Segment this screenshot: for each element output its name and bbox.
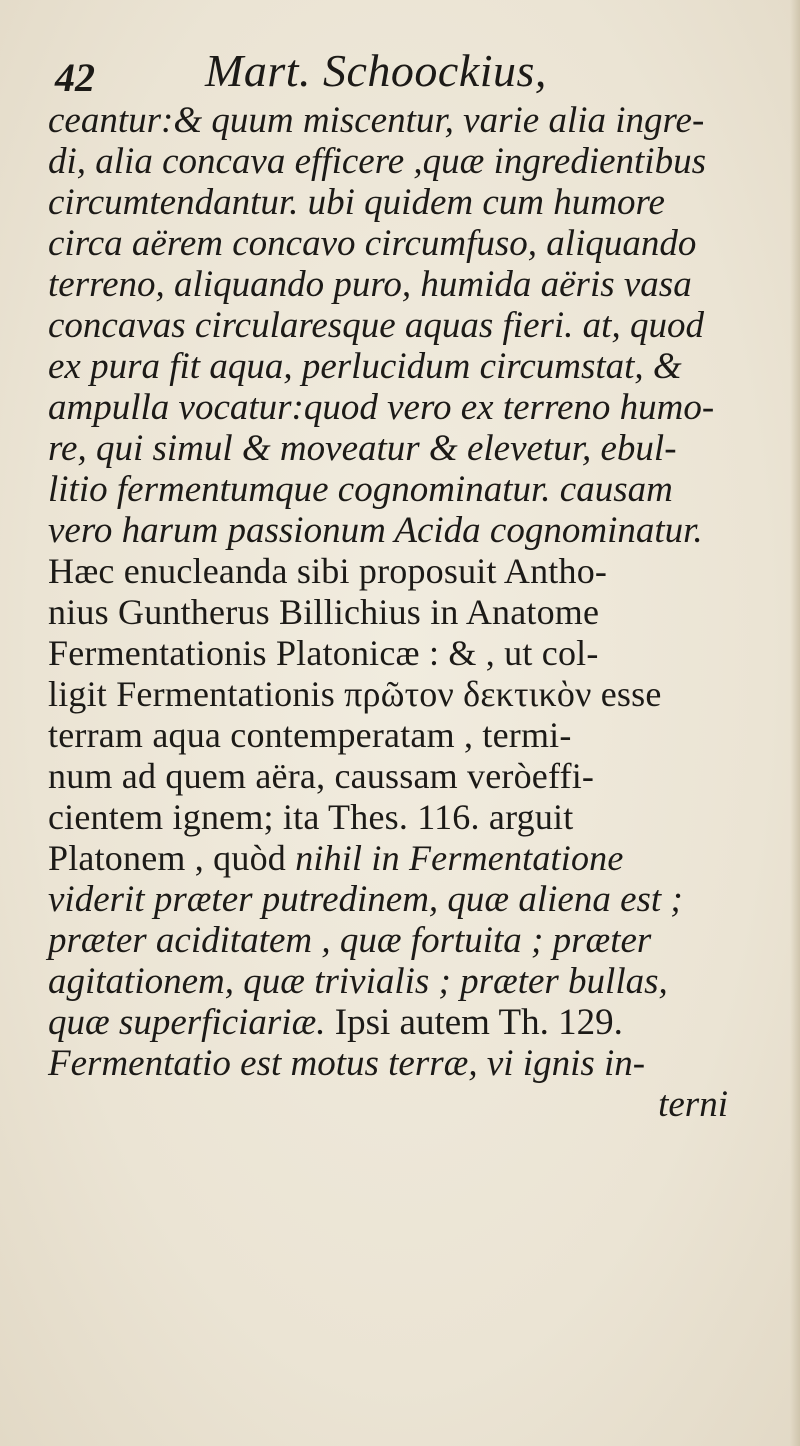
text-line: terreno, aliquando puro, humida aëris vasa	[48, 264, 692, 305]
body-text	[48, 100, 768, 1125]
text-line-mixed	[48, 1002, 768, 1043]
binding-edge	[790, 0, 800, 1446]
text-line: litio fermentumque cognominatur. causam	[48, 469, 673, 510]
catchword: terni	[658, 1084, 728, 1125]
italic-segment: quæ superficiariæ.	[48, 1002, 335, 1043]
running-head: Mart. Schoockius,	[205, 45, 547, 96]
italic-segment: nihil in Fermentatione	[295, 838, 624, 878]
text-line-mixed	[48, 838, 768, 879]
roman-segment: Ipsi autem Th. 129.	[334, 1002, 623, 1043]
text-line: di, alia concava efficere ,quæ ingredientibus	[48, 141, 706, 182]
text-line: circumtendantur. ubi quidem cum humore	[48, 182, 665, 223]
text-line: ceantur:& quum miscentur, varie alia ingre-	[48, 100, 705, 141]
text-line: præter aciditatem , quæ fortuita ; præter	[48, 920, 652, 961]
text-line: cientem ignem; ita Thes. 116. arguit	[48, 797, 574, 837]
text-line: vero harum passionum Acida cognominatur.	[48, 510, 703, 551]
text-line: nius Guntherus Billichius in Anatome	[48, 592, 600, 632]
page-number: 42	[55, 55, 95, 100]
text-line: Fermentationis Platonicæ : & , ut col-	[48, 633, 599, 673]
roman-segment: Platonem , quòd	[48, 838, 296, 878]
text-line: circa aërem concavo circumfuso, aliquando	[48, 223, 697, 264]
text-line: terram aqua contemperatam , termi-	[48, 715, 572, 755]
text-line: agitationem, quæ trivialis ; præter bullas,	[48, 961, 668, 1002]
text-line: ex pura fit aqua, perlucidum circumstat, &	[48, 346, 682, 387]
text-line: num ad quem aëra, caussam veròeffi-	[48, 756, 595, 796]
text-line: ampulla vocatur:quod vero ex terreno humo-	[48, 387, 715, 428]
text-line: ligit Fermentationis πρῶτον δεκτικὸν esse	[48, 674, 662, 714]
text-line: Hæc enucleanda sibi proposuit Antho-	[48, 551, 608, 591]
text-line: concavas circularesque aquas fieri. at, quod	[48, 305, 704, 346]
page-header	[55, 44, 745, 104]
text-line: Fermentatio est motus terræ, vi ignis in-	[48, 1043, 646, 1084]
text-line: viderit præter putredinem, quæ aliena est ;	[48, 879, 683, 920]
text-line: re, qui simul & moveatur & elevetur, ebul-	[48, 428, 677, 469]
